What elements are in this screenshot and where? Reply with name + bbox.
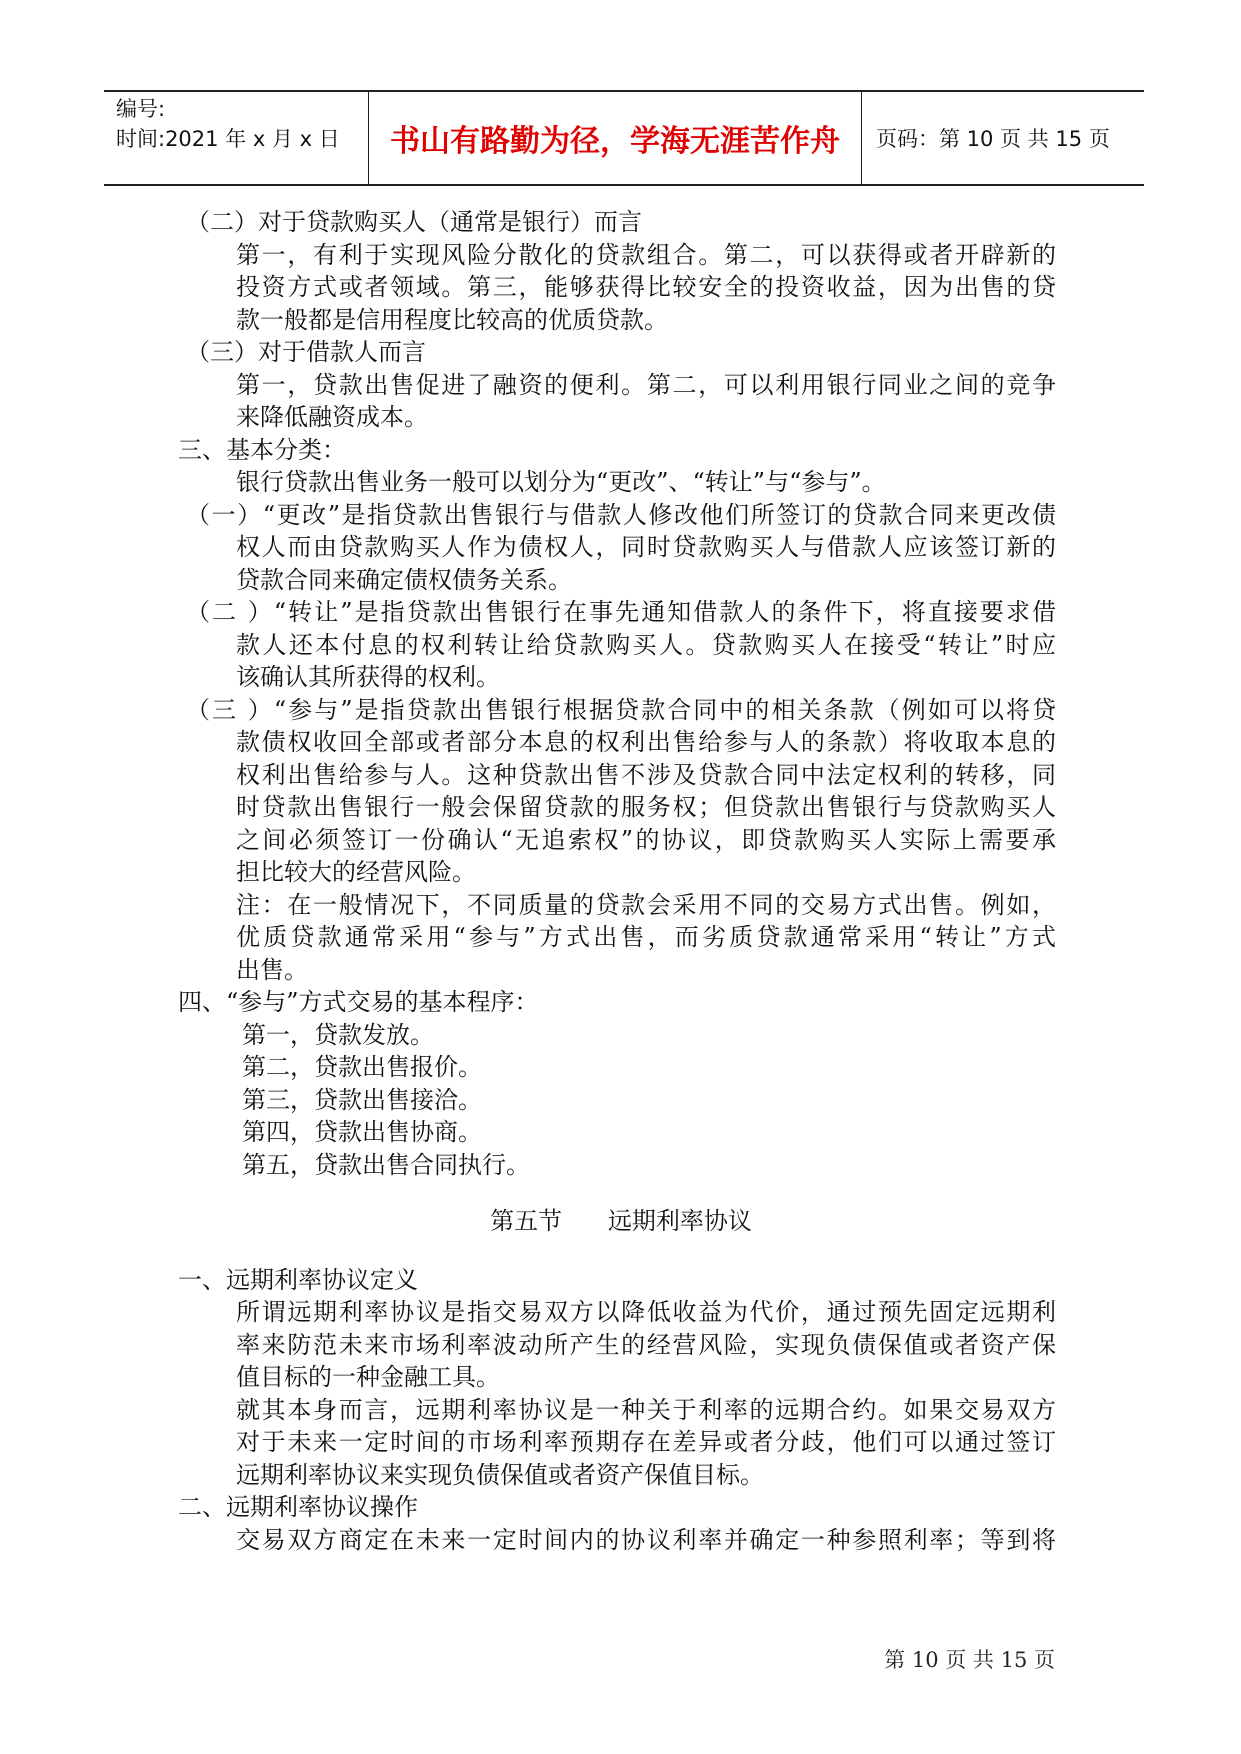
paragraph-line: 款人还本付息的权利转让给贷款购买人。贷款购买人在接受“转让”时应 xyxy=(236,630,1056,659)
note-line: 出售。 xyxy=(236,955,308,984)
paragraph-line: （一）“更改”是指贷款出售银行与借款人修改他们所签订的贷款合同来更改债 xyxy=(186,500,1056,529)
document-number-label: 编号: xyxy=(116,97,166,121)
note-line: 优质贷款通常采用“参与”方式出售，而劣质贷款通常采用“转让”方式 xyxy=(236,923,1056,951)
paragraph-line: 对于未来一定时间的市场利率预期存在差异或者分歧，他们可以通过签订 xyxy=(236,1428,1056,1456)
paragraph-line: 权利出售给参与人。这种贷款出售不涉及贷款合同中法定权利的转移，同 xyxy=(236,760,1056,789)
page-header xyxy=(104,90,1144,186)
paragraph-line: 款债权收回全部或者部分本息的权利出售给参与人的条款）将收取本息的 xyxy=(236,728,1056,756)
paragraph-line: 贷款合同来确定债权债务关系。 xyxy=(236,565,572,594)
header-meta xyxy=(116,94,366,154)
paragraph-line: 值目标的一种金融工具。 xyxy=(236,1363,500,1391)
list-item: 第二，贷款出售报价。 xyxy=(242,1053,482,1081)
header-page-number: 页码：第 10 页 共 15 页 xyxy=(876,127,1110,151)
paragraph-line: 远期利率协议来实现负债保值或者资产保值目标。 xyxy=(236,1460,764,1489)
paragraph-line: 时贷款出售银行一般会保留贷款的服务权；但贷款出售银行与贷款购买人 xyxy=(236,793,1056,821)
header-motto: 书山有路勤为径，学海无涯苦作舟 xyxy=(368,92,862,184)
paragraph-line: 之间必须签订一份确认“无追索权”的协议，即贷款购买人实际上需要承 xyxy=(236,825,1056,854)
paragraph-line: 担比较大的经营风险。 xyxy=(236,858,476,886)
list-item: 第三，贷款出售接洽。 xyxy=(242,1085,482,1114)
document-time-label: 时间:2021 年 x 月 x 日 xyxy=(116,127,340,151)
note-line: 注：在一般情况下，不同质量的贷款会采用不同的交易方式出售。例如， xyxy=(236,890,1056,919)
paragraph-line: 该确认其所获得的权利。 xyxy=(236,663,500,691)
subheading: （二）对于贷款购买人（通常是银行）而言 xyxy=(186,208,642,236)
document-body xyxy=(178,206,1056,1556)
spacer xyxy=(186,1181,1056,1205)
paragraph-line: （二 ）“转让”是指贷款出售银行在事先通知借款人的条件下，将直接要求借 xyxy=(186,598,1056,626)
list-item: 第五，贷款出售合同执行。 xyxy=(242,1150,530,1179)
paragraph-line: 银行贷款出售业务一般可以划分为“更改”、“转让”与“参与”。 xyxy=(236,468,886,496)
section-heading: 三、基本分类： xyxy=(178,435,346,464)
spacer xyxy=(186,1238,1056,1264)
section-heading: 四、“参与”方式交易的基本程序： xyxy=(178,988,539,1016)
paragraph-line: 率来防范未来市场利率波动所产生的经营风险，实现负债保值或者资产保 xyxy=(236,1330,1056,1359)
paragraph-line: 款一般都是信用程度比较高的优质贷款。 xyxy=(236,305,668,334)
list-item: 第四，贷款出售协商。 xyxy=(242,1118,482,1146)
section-heading: 二、远期利率协议操作 xyxy=(178,1493,418,1521)
section-title: 第五节 远期利率协议 xyxy=(490,1207,752,1235)
paragraph-line: 就其本身而言，远期利率协议是一种关于利率的远期合约。如果交易双方 xyxy=(236,1395,1056,1424)
paragraph-line: 交易双方商定在未来一定时间内的协议利率并确定一种参照利率；等到将 xyxy=(236,1525,1056,1554)
subheading: （三）对于借款人而言 xyxy=(186,338,426,366)
paragraph-line: 来降低融资成本。 xyxy=(236,403,428,431)
paragraph-line: 第一，贷款出售促进了融资的便利。第二，可以利用银行同业之间的竞争 xyxy=(236,370,1056,399)
list-item: 第一，贷款发放。 xyxy=(242,1020,434,1049)
paragraph-line: 权人而由贷款购买人作为债权人，同时贷款购买人与借款人应该签订新的 xyxy=(236,533,1056,561)
section-heading: 一、远期利率协议定义 xyxy=(178,1265,418,1294)
paragraph-line: 所谓远期利率协议是指交易双方以降低收益为代价，通过预先固定远期利 xyxy=(236,1298,1056,1326)
paragraph-line: 第一，有利于实现风险分散化的贷款组合。第二，可以获得或者开辟新的 xyxy=(236,240,1056,269)
paragraph-line: （三 ）“参与”是指贷款出售银行根据贷款合同中的相关条款（例如可以将贷 xyxy=(186,695,1056,724)
paragraph-line: 投资方式或者领域。第三，能够获得比较安全的投资收益，因为出售的贷 xyxy=(236,273,1056,301)
page-footer: 第 10 页 共 15 页 xyxy=(884,1648,1055,1672)
